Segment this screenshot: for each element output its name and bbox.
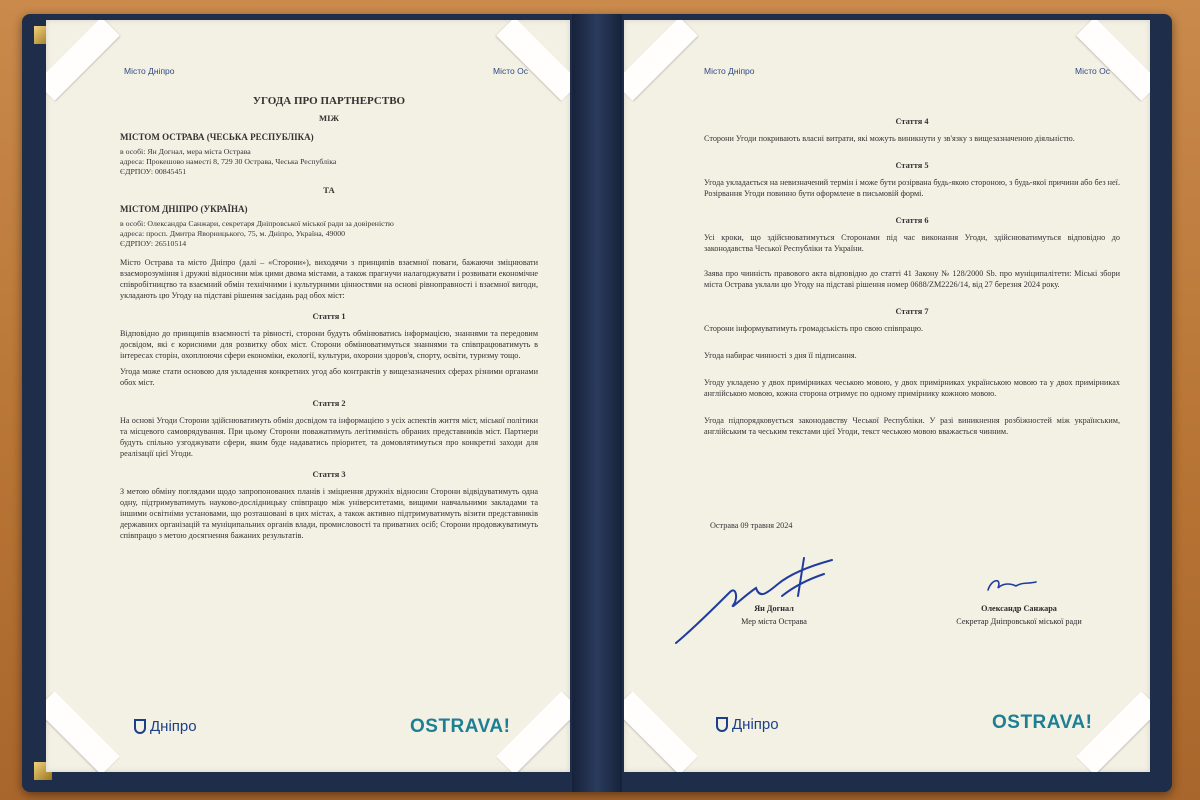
and-label: ТА <box>323 185 335 195</box>
dnipro-logo <box>134 718 197 735</box>
dnipro-shield-icon <box>134 719 146 734</box>
article-1-title: Стаття 1 <box>312 312 346 321</box>
left-page-body <box>120 96 538 546</box>
party2-name: МІСТОМ ДНІПРО (УКРАЇНА) <box>120 204 248 214</box>
party2-address: адреса: просп. Дмитра Яворницького, 75, м. Дніпро, Україна, 49000 <box>120 229 346 238</box>
article-7-paragraph: Сторони інформуватимуть громадськість про свою співпрацю. <box>704 324 924 333</box>
article-2-paragraph: На основі Угоди Сторони здійснюватимуть обмін досвідом та інформацією з усіх аспектів життя міст, міської політики та місцевого самоврядування. При цьому Сторони поважатимуть легітимність обраних представників міст. Партнери будуть спільно узгоджувати сфери, яким буде надаватись пріоритет, та домовлятимуться про конкретні заходи для реалізації цієї Угоди. <box>120 416 538 458</box>
party1-rep: в особі: Ян Догнал, мера міста Острава <box>120 147 251 156</box>
header-right: Місто Ос <box>493 66 528 76</box>
photo-corner <box>496 20 570 101</box>
party1-address: адреса: Прокешово наместі 8, 729 30 Острава, Чеська Республіка <box>120 157 337 166</box>
photo-corner <box>624 691 698 772</box>
party1-code: ЄДРПОУ: 00845451 <box>120 167 187 176</box>
article-4-paragraph: Сторони Угоди покривають власні витрати, які можуть виникнути у зв'язку з вищезазначеною діяльністю. <box>704 134 1075 143</box>
party2-rep: в особі: Олександра Санжари, секретаря Дніпровської міської ради за довіреністю <box>120 219 394 228</box>
preamble-paragraph: Місто Острава та місто Дніпро (далі – «Сторони»), виходячи з принципів взаємної поваги, бажаючи зміцнювати взаєморозуміння і дружні відносини між цими двома містами, а також прагнучи налагоджувати і розвивати економічне співробітництво та взаємний обмін технічними і культурними цінностями на основі рівноправності і взаємної вигоди, укладають цю Угоду на підставі рішення засідань рад обох міст: <box>120 258 538 300</box>
dnipro-logo-text: Дніпро <box>732 716 779 733</box>
agreement-page-right <box>624 20 1150 772</box>
article-1-paragraph: Угода може стати основою для укладення конкретних угод або контрактів у вищезазначених сферах різними органами обох міст. <box>120 367 538 387</box>
article-3-title: Стаття 3 <box>312 470 346 479</box>
photo-corner <box>624 20 698 101</box>
article-2-title: Стаття 2 <box>312 399 346 408</box>
dnipro-logo-text: Дніпро <box>150 718 197 735</box>
article-4-title: Стаття 4 <box>895 117 929 126</box>
article-6-paragraph: Заява про чинність правового акта відповідно до статті 41 Закону № 128/2000 Sb. про муніципалітети: Міські збори міста Острава уклали цю Угоду на підставі рішення номер 0688/ZM2226/14, від 27 березня 2024 року. <box>704 269 1120 289</box>
party1-name: МІСТОМ ОСТРАВА (ЧЕСЬКА РЕСПУБЛІКА) <box>120 132 314 142</box>
signer-1-role: Мер міста Острава <box>741 617 807 626</box>
article-5-title: Стаття 5 <box>895 161 929 170</box>
signer-2-role: Секретар Дніпровської міської ради <box>956 617 1082 626</box>
article-7-title: Стаття 7 <box>895 307 929 316</box>
agreement-page-left <box>46 20 570 772</box>
photo-corner <box>46 20 120 101</box>
ostrava-logo: OSTRAVA! <box>410 716 511 737</box>
article-7-paragraph: Угоду укладено у двох примірниках чеською мовою, у двох примірниках українською мовою та у двох примірниках англійською мовою, кожна сторона отримує по одному примірнику кожною мовою. <box>704 378 1120 398</box>
article-7-paragraph: Угода підпорядковується законодавству Чеської Республіки. У разі виникнення розбіжностей між українським, англійським та чеським текстами цієї Угоди, текст чеською мовою вважається чинним. <box>704 416 1120 436</box>
signer-2-name: Олександр Санжара <box>981 604 1057 613</box>
article-5-paragraph: Угода укладається на невизначений термін і може бути розірвана будь-якою стороною, з будь-якої причини або без неї. Розірвання Угоди повинно бути оформлене в письмовій формі. <box>704 178 1120 198</box>
header-left: Місто Дніпро <box>704 66 755 76</box>
photo-corner <box>1076 20 1150 101</box>
dnipro-shield-icon <box>716 717 728 732</box>
dnipro-logo <box>716 716 779 733</box>
right-page-body <box>704 116 1120 442</box>
signature-2-icon <box>984 572 1044 596</box>
signature-1-icon <box>664 548 844 648</box>
agreement-title: УГОДА ПРО ПАРТНЕРСТВО <box>252 95 406 107</box>
signer-1-block <box>704 604 844 626</box>
article-1-paragraph: Відповідно до принципів взаємності та рівності, сторони будуть обмінюватись інформацією, знаннями та передовим досвідом, які є корисними для розвитку обох міст. Сторони обмінюватимуться знаннями та співпрацюватимуть в інтересах сторін, охоплюючи сфери економіки, екології, культури, охорони здоров'я, спорту, освіти, туризму тощо. <box>120 329 538 360</box>
article-6-paragraph: Усі кроки, що здійснюватимуться Сторонами під час виконання Угоди, здійснюватимуться відповідно до законодавства Чеської Республіки та України. <box>704 233 1120 253</box>
signer-2-block <box>924 604 1114 626</box>
folder-spine <box>572 14 622 792</box>
article-3-paragraph: З метою обміну поглядами щодо запропонованих планів і зміцнення дружніх відносин Сторони відвідуватимуть одна одну, підтримуватимуть науково-дослідницьку співпрацю між університетами, вищими навчальними закладами та іншими освітніми установами, що розташовані в цих містах, а також активно підтримуватимуть візити представників державних організацій та муніципальних органів влади, промисловості та приватних осіб; Сторони продовжуватимуть співпрацю з метою досягнення бажаних результатів. <box>120 487 538 540</box>
article-7-paragraph: Угода набирає чинності з дня її підписання. <box>704 351 857 360</box>
ostrava-logo: OSTRAVA! <box>992 712 1093 733</box>
place-date: Острава 09 травня 2024 <box>710 521 793 530</box>
header-left: Місто Дніпро <box>124 66 175 76</box>
photo-corner <box>46 691 120 772</box>
party2-code: ЄДРПОУ: 26510514 <box>120 239 187 248</box>
signer-1-name: Ян Догнал <box>754 604 794 613</box>
between-label: МІЖ <box>319 113 339 123</box>
header-right: Місто Ос <box>1075 66 1110 76</box>
article-6-title: Стаття 6 <box>895 216 929 225</box>
